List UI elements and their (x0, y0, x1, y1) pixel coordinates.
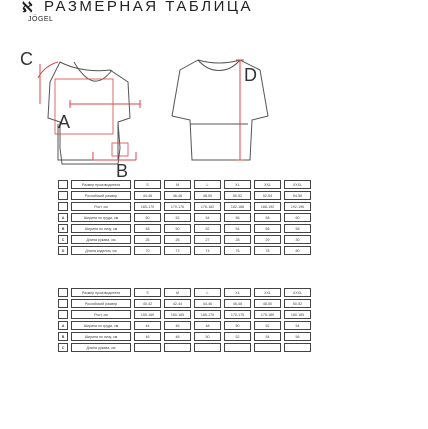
table-cell: 52 (164, 213, 191, 222)
table-cell: 165-170 (194, 310, 221, 319)
table-row (58, 235, 311, 244)
row-key: C (58, 235, 68, 244)
table-row (58, 191, 311, 200)
row-key (58, 202, 68, 211)
table-cell: 30 (284, 235, 311, 244)
table-cell: S (134, 180, 161, 189)
table-cell: 44-46 (134, 191, 161, 200)
table-cell: 40-42 (134, 299, 161, 308)
table-row (58, 321, 311, 330)
row-name: Длина рукава, см (71, 235, 131, 244)
row-key (58, 180, 68, 189)
table-cell: M (164, 180, 191, 189)
label-a: A (58, 112, 71, 132)
table-cell: XXL (254, 288, 281, 297)
table-cell: L (194, 180, 221, 189)
measure-lines-front (38, 62, 140, 160)
table-cell: 46-48 (224, 299, 251, 308)
table-cell: 58 (284, 224, 311, 233)
table-cell: 180-185 (284, 310, 311, 319)
table-cell: L (194, 288, 221, 297)
table-cell: 60 (284, 213, 311, 222)
table-cell: 72 (164, 246, 191, 255)
table-cell: 26 (164, 235, 191, 244)
table-row (58, 343, 311, 352)
table-cell: XXXL (284, 180, 311, 189)
table-row (58, 299, 311, 308)
row-key (58, 310, 68, 319)
table-cell: 50 (224, 321, 251, 330)
row-key (58, 288, 68, 297)
table-cell: 52 (254, 321, 281, 330)
row-name: Российский размер (71, 299, 131, 308)
brand-name: JÖGEL (28, 16, 54, 23)
table-cell: 52-54 (254, 191, 281, 200)
table-row (58, 202, 311, 211)
table-cell (224, 343, 251, 352)
table-cell: 50-52 (284, 299, 311, 308)
table-cell: 56 (254, 224, 281, 233)
table-cell: 155-160 (134, 310, 161, 319)
table-row (58, 246, 311, 255)
table-cell: 76 (224, 246, 251, 255)
row-key: A (58, 321, 68, 330)
table-cell: 48 (134, 224, 161, 233)
table-cell: 46 (164, 321, 191, 330)
row-name: Длина рукава, см (71, 343, 131, 352)
table-cell (254, 343, 281, 352)
row-key: B (58, 224, 68, 233)
table-cell: 54-56 (284, 191, 311, 200)
label-d: D (244, 65, 257, 85)
table-cell: 48 (164, 332, 191, 341)
row-key: B (58, 332, 68, 341)
row-key: C (58, 343, 68, 352)
table-cell: 175-180 (254, 310, 281, 319)
table-cell: 192-196 (284, 202, 311, 211)
table-cell: 165-170 (134, 202, 161, 211)
table-cell: 27 (194, 235, 221, 244)
size-table-2-body (58, 288, 311, 352)
table-cell: 25 (134, 235, 161, 244)
table-cell: 29 (254, 235, 281, 244)
row-key: D (58, 246, 68, 255)
label-b: B (116, 161, 129, 181)
table-cell (284, 343, 311, 352)
table-cell: 176-182 (194, 202, 221, 211)
row-name: Ширина по груди, см (71, 321, 131, 330)
table-row (58, 288, 311, 297)
measure-line-back (236, 60, 244, 160)
table-cell: 48-50 (194, 191, 221, 200)
row-name: Ширина по груди, см (71, 213, 131, 222)
table-cell: 56 (284, 332, 311, 341)
table-cell: 170-175 (224, 310, 251, 319)
table-cell: 46-48 (164, 191, 191, 200)
table-cell: 160-165 (164, 310, 191, 319)
table-cell: XL (224, 180, 251, 189)
size-table-1-body (58, 180, 311, 255)
table-cell: 52 (224, 332, 251, 341)
table-cell (194, 343, 221, 352)
table-row (58, 332, 311, 341)
table-cell: 44 (134, 321, 161, 330)
table-cell: 78 (254, 246, 281, 255)
table-cell: 42-44 (164, 299, 191, 308)
table-row (58, 213, 311, 222)
table-cell: 56 (224, 213, 251, 222)
table-cell (164, 343, 191, 352)
table-row (58, 224, 311, 233)
table-cell: 54 (194, 213, 221, 222)
brand-logo-icon: ℵ (22, 0, 33, 15)
table-cell: M (164, 288, 191, 297)
table-cell: 44-46 (194, 299, 221, 308)
row-name: Ширина по низу, см (71, 332, 131, 341)
page-title: РАЗМЕРНАЯ ТАБЛИЦА (44, 0, 253, 14)
table-cell: 28 (224, 235, 251, 244)
table-cell: 50 (194, 332, 221, 341)
table-cell: 70 (134, 246, 161, 255)
table-cell: 50 (164, 224, 191, 233)
table-cell: S (134, 288, 161, 297)
row-name: Рост, см (71, 310, 131, 319)
table-cell: 58 (254, 213, 281, 222)
row-name: Длина изделия, см (71, 246, 131, 255)
table-cell: 170-176 (164, 202, 191, 211)
table-cell: 48-50 (254, 299, 281, 308)
table-cell: 182-188 (224, 202, 251, 211)
row-key (58, 299, 68, 308)
table-cell: 54 (254, 332, 281, 341)
table-cell: XXXL (284, 288, 311, 297)
table-cell: 54 (284, 321, 311, 330)
row-key: A (58, 213, 68, 222)
table-cell: 46 (134, 332, 161, 341)
table-cell: 188-192 (254, 202, 281, 211)
row-name: Размер производителя (71, 180, 131, 189)
table-cell: 50 (134, 213, 161, 222)
table-cell: XXL (254, 180, 281, 189)
table-cell: 54 (224, 224, 251, 233)
table-cell: 74 (194, 246, 221, 255)
size-table-2 (55, 286, 314, 354)
table-cell: 52 (194, 224, 221, 233)
row-name: Размер производителя (71, 288, 131, 297)
row-name: Рост, см (71, 202, 131, 211)
table-cell: XL (224, 288, 251, 297)
table-row (58, 310, 311, 319)
label-c: C (20, 49, 33, 69)
table-cell: 48 (194, 321, 221, 330)
row-key (58, 191, 68, 200)
size-table-1 (55, 178, 314, 257)
table-row (58, 180, 311, 189)
table-cell (134, 343, 161, 352)
table-cell: 50-52 (224, 191, 251, 200)
table-cell: 80 (284, 246, 311, 255)
row-name: Ширина по низу, см (71, 224, 131, 233)
row-name: Российский размер (71, 191, 131, 200)
